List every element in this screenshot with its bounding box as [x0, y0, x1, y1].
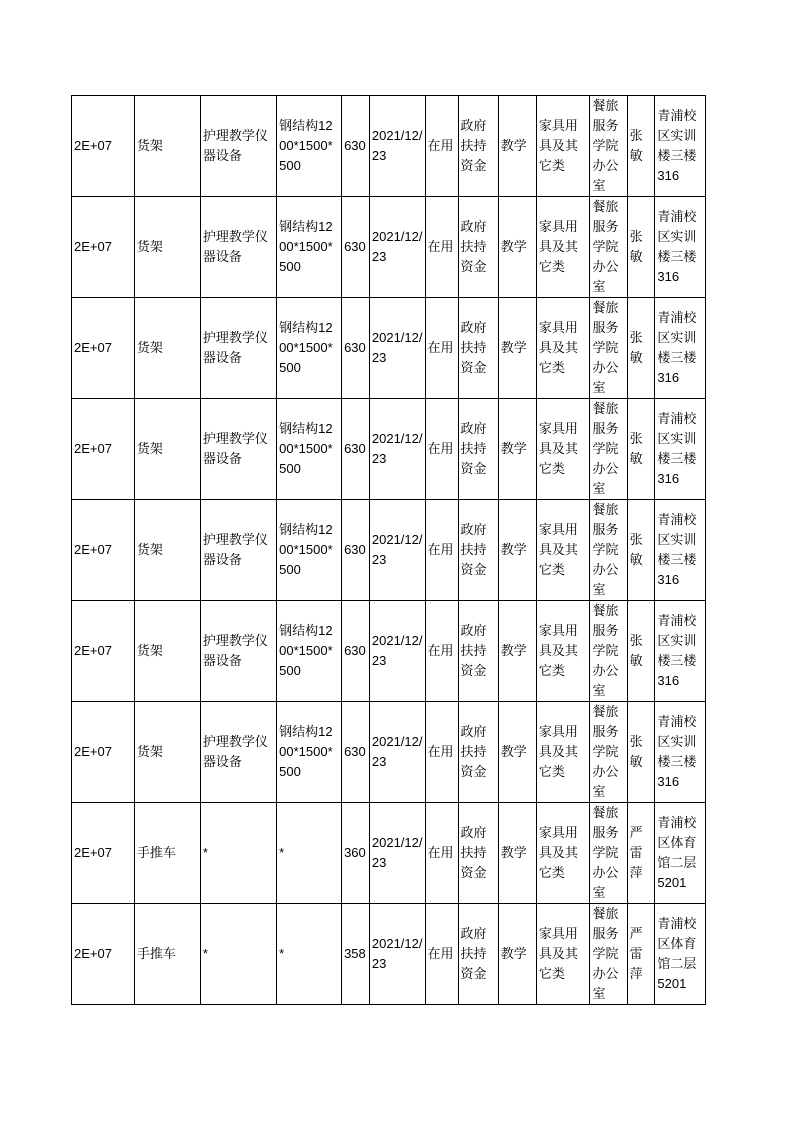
funding-cell: 政府扶持资金 [458, 399, 498, 500]
type-cell: 家具用具及其它类 [536, 601, 590, 702]
category-cell: 护理教学仪器设备 [200, 601, 276, 702]
funding-cell: 政府扶持资金 [458, 197, 498, 298]
keeper-cell: 严雷萍 [627, 904, 655, 1005]
type-cell: 家具用具及其它类 [536, 702, 590, 803]
status-cell: 在用 [425, 500, 458, 601]
asset-id-cell: 2E+07 [72, 803, 135, 904]
location-cell: 青浦校区实训楼三楼316 [655, 197, 706, 298]
funding-cell: 政府扶持资金 [458, 601, 498, 702]
date-cell: 2021/12/23 [369, 601, 425, 702]
department-cell: 餐旅服务学院办公室 [590, 197, 627, 298]
asset-name-cell: 货架 [134, 702, 200, 803]
asset-id-cell: 2E+07 [72, 601, 135, 702]
date-cell: 2021/12/23 [369, 399, 425, 500]
funding-cell: 政府扶持资金 [458, 96, 498, 197]
asset-name-cell: 货架 [134, 96, 200, 197]
location-cell: 青浦校区实训楼三楼316 [655, 96, 706, 197]
spec-cell: 钢结构1200*1500*500 [277, 298, 342, 399]
category-cell: 护理教学仪器设备 [200, 197, 276, 298]
category-cell: 护理教学仪器设备 [200, 298, 276, 399]
price-cell: 630 [342, 601, 370, 702]
status-cell: 在用 [425, 601, 458, 702]
asset-name-cell: 手推车 [134, 904, 200, 1005]
type-cell: 家具用具及其它类 [536, 904, 590, 1005]
spec-cell: 钢结构1200*1500*500 [277, 601, 342, 702]
spec-cell: 钢结构1200*1500*500 [277, 500, 342, 601]
price-cell: 630 [342, 399, 370, 500]
department-cell: 餐旅服务学院办公室 [590, 904, 627, 1005]
status-cell: 在用 [425, 399, 458, 500]
table-row [72, 702, 706, 803]
category-cell: * [200, 904, 276, 1005]
asset-table [71, 95, 706, 1005]
usage-cell: 教学 [498, 702, 536, 803]
department-cell: 餐旅服务学院办公室 [590, 601, 627, 702]
asset-name-cell: 货架 [134, 601, 200, 702]
usage-cell: 教学 [498, 803, 536, 904]
table-row [72, 96, 706, 197]
location-cell: 青浦校区实训楼三楼316 [655, 702, 706, 803]
status-cell: 在用 [425, 904, 458, 1005]
location-cell: 青浦校区体育馆二层5201 [655, 803, 706, 904]
spec-cell: 钢结构1200*1500*500 [277, 197, 342, 298]
date-cell: 2021/12/23 [369, 298, 425, 399]
keeper-cell: 张敏 [627, 197, 655, 298]
keeper-cell: 张敏 [627, 399, 655, 500]
date-cell: 2021/12/23 [369, 803, 425, 904]
funding-cell: 政府扶持资金 [458, 803, 498, 904]
status-cell: 在用 [425, 803, 458, 904]
keeper-cell: 张敏 [627, 298, 655, 399]
spec-cell: 钢结构1200*1500*500 [277, 96, 342, 197]
keeper-cell: 张敏 [627, 96, 655, 197]
date-cell: 2021/12/23 [369, 500, 425, 601]
spec-cell: 钢结构1200*1500*500 [277, 702, 342, 803]
table-row [72, 904, 706, 1005]
category-cell: 护理教学仪器设备 [200, 702, 276, 803]
asset-name-cell: 货架 [134, 197, 200, 298]
location-cell: 青浦校区实训楼三楼316 [655, 399, 706, 500]
location-cell: 青浦校区实训楼三楼316 [655, 601, 706, 702]
type-cell: 家具用具及其它类 [536, 96, 590, 197]
usage-cell: 教学 [498, 298, 536, 399]
price-cell: 630 [342, 96, 370, 197]
type-cell: 家具用具及其它类 [536, 197, 590, 298]
asset-id-cell: 2E+07 [72, 399, 135, 500]
asset-name-cell: 货架 [134, 298, 200, 399]
table-row [72, 601, 706, 702]
asset-id-cell: 2E+07 [72, 500, 135, 601]
status-cell: 在用 [425, 96, 458, 197]
funding-cell: 政府扶持资金 [458, 500, 498, 601]
keeper-cell: 严雷萍 [627, 803, 655, 904]
usage-cell: 教学 [498, 500, 536, 601]
usage-cell: 教学 [498, 904, 536, 1005]
table-row [72, 803, 706, 904]
table-row [72, 500, 706, 601]
asset-id-cell: 2E+07 [72, 96, 135, 197]
department-cell: 餐旅服务学院办公室 [590, 803, 627, 904]
price-cell: 358 [342, 904, 370, 1005]
funding-cell: 政府扶持资金 [458, 298, 498, 399]
table-row [72, 298, 706, 399]
date-cell: 2021/12/23 [369, 197, 425, 298]
location-cell: 青浦校区实训楼三楼316 [655, 298, 706, 399]
keeper-cell: 张敏 [627, 500, 655, 601]
usage-cell: 教学 [498, 601, 536, 702]
funding-cell: 政府扶持资金 [458, 702, 498, 803]
date-cell: 2021/12/23 [369, 96, 425, 197]
usage-cell: 教学 [498, 399, 536, 500]
status-cell: 在用 [425, 197, 458, 298]
spec-cell: 钢结构1200*1500*500 [277, 399, 342, 500]
table-row [72, 197, 706, 298]
spec-cell: * [277, 904, 342, 1005]
keeper-cell: 张敏 [627, 702, 655, 803]
department-cell: 餐旅服务学院办公室 [590, 702, 627, 803]
department-cell: 餐旅服务学院办公室 [590, 96, 627, 197]
date-cell: 2021/12/23 [369, 904, 425, 1005]
keeper-cell: 张敏 [627, 601, 655, 702]
location-cell: 青浦校区体育馆二层5201 [655, 904, 706, 1005]
asset-id-cell: 2E+07 [72, 702, 135, 803]
category-cell: 护理教学仪器设备 [200, 96, 276, 197]
date-cell: 2021/12/23 [369, 702, 425, 803]
department-cell: 餐旅服务学院办公室 [590, 298, 627, 399]
asset-id-cell: 2E+07 [72, 904, 135, 1005]
category-cell: 护理教学仪器设备 [200, 500, 276, 601]
type-cell: 家具用具及其它类 [536, 298, 590, 399]
department-cell: 餐旅服务学院办公室 [590, 500, 627, 601]
price-cell: 630 [342, 298, 370, 399]
price-cell: 630 [342, 197, 370, 298]
type-cell: 家具用具及其它类 [536, 399, 590, 500]
usage-cell: 教学 [498, 96, 536, 197]
location-cell: 青浦校区实训楼三楼316 [655, 500, 706, 601]
usage-cell: 教学 [498, 197, 536, 298]
asset-name-cell: 货架 [134, 500, 200, 601]
price-cell: 360 [342, 803, 370, 904]
funding-cell: 政府扶持资金 [458, 904, 498, 1005]
table-body [72, 96, 706, 1005]
type-cell: 家具用具及其它类 [536, 500, 590, 601]
category-cell: 护理教学仪器设备 [200, 399, 276, 500]
price-cell: 630 [342, 702, 370, 803]
type-cell: 家具用具及其它类 [536, 803, 590, 904]
category-cell: * [200, 803, 276, 904]
asset-name-cell: 手推车 [134, 803, 200, 904]
asset-name-cell: 货架 [134, 399, 200, 500]
department-cell: 餐旅服务学院办公室 [590, 399, 627, 500]
spec-cell: * [277, 803, 342, 904]
asset-id-cell: 2E+07 [72, 298, 135, 399]
status-cell: 在用 [425, 298, 458, 399]
table-row [72, 399, 706, 500]
price-cell: 630 [342, 500, 370, 601]
status-cell: 在用 [425, 702, 458, 803]
asset-id-cell: 2E+07 [72, 197, 135, 298]
